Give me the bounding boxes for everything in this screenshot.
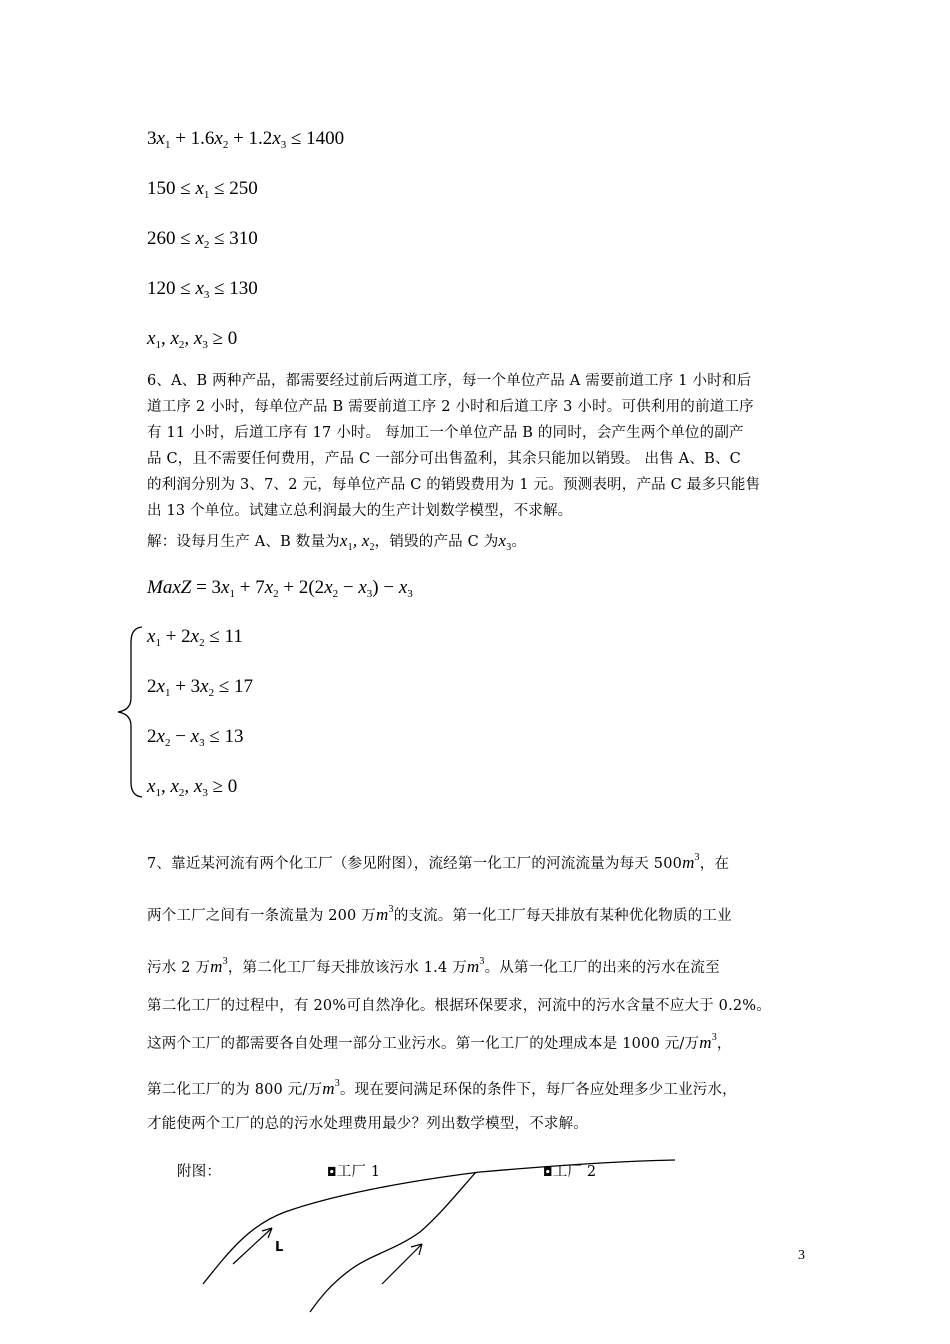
p7-l2b: 的支流。第一化工厂每天排放有某种优化物质的工业 — [393, 908, 732, 924]
unit-exp: 3 — [222, 956, 228, 967]
tributary-bank — [310, 1172, 476, 1312]
unit-m: m — [376, 905, 389, 924]
problem7-line-7: 才能使两个工厂的总的污水处理费用最少？列出数学模型，不求解。 — [147, 1116, 588, 1132]
p7-l6a: 第二化工厂的为 800 元/万 — [147, 1082, 323, 1098]
factory-2-text: 工厂 2 — [552, 1164, 597, 1180]
unit-exp: 3 — [711, 1032, 717, 1043]
solution-var3: $x_3$ — [498, 531, 512, 553]
problem6-line-5: 的利润分别为 3、7、2 元，每单位产品 C 的销毁费用为 1 元。预测表明，产品 C 最多只能售 — [147, 477, 761, 493]
solution-mid: ，销毁的产品 C 为 — [374, 534, 499, 550]
unit-m: m — [210, 957, 223, 976]
objective-function: MaxZ = $3x_1 + 7x_2 + 2(2x_2 - x_3) - x_3$ — [147, 577, 413, 600]
river-bank-main — [203, 1160, 675, 1284]
unit-exp: 3 — [388, 904, 394, 915]
constraint-line-5: $x_1$, $x_2$, $x_3 \ge 0$ — [147, 328, 238, 351]
problem6-line-3: 有 11 小时，后道工序有 17 小时。 每加工一个单位产品 B 的同时，会产生两个单位的副产 — [147, 425, 744, 441]
unit-m: m — [682, 853, 695, 872]
p6-constraint-3: $2x_2 - x_3 \le 13$ — [147, 726, 244, 749]
p7-l5a: 这两个工厂的都需要各自处理一部分工业污水。第一化工厂的处理成本是 1000 元/万 — [147, 1036, 700, 1052]
p7-l5b: ， — [716, 1036, 732, 1052]
factory-1-icon: ◘ — [327, 1165, 337, 1179]
problem6-line-6: 出 13 个单位。试建立总利润最大的生产计划数学模型，不求解。 — [147, 503, 573, 519]
unit-exp: 3 — [334, 1078, 340, 1089]
p7-l3a: 污水 2 万 — [147, 960, 211, 976]
p6-constraint-2: $2x_1 + 3x_2 \le 17$ — [147, 676, 254, 699]
p7-l3c: 。从第一化工厂的出来的污水在流至 — [484, 960, 720, 976]
figure-mark: L — [275, 1240, 284, 1255]
p7-l1b: ，在 — [699, 856, 730, 872]
factory-1-text: 工厂 1 — [336, 1164, 381, 1180]
flow-arrow-main — [233, 1228, 272, 1264]
p6-constraint-4: $x_1$, $x_2$, $x_3 \ge 0$ — [147, 776, 238, 799]
constraint-line-4: $120 \le x_3 \le 130$ — [147, 278, 258, 301]
constraint-line-1: $3x_1 + 1.6x_2 + 1.2x_3 \le 1400$ — [147, 128, 345, 151]
constraint-line-2: $150 \le x_1 \le 250$ — [147, 178, 258, 201]
unit-exp: 3 — [694, 852, 700, 863]
solution-vars: $x_1$, $x_2$ — [339, 531, 375, 553]
unit-exp: 3 — [479, 956, 485, 967]
solution-end: 。 — [511, 534, 527, 550]
p6-constraint-1: $x_1 + 2x_2 \le 11$ — [147, 626, 243, 649]
problem7-line-4: 第二化工厂的过程中，有 20%可自然净化。根据环保要求，河流中的污水含量不应大于 0.2%。 — [147, 998, 771, 1014]
unit-m: m — [699, 1033, 712, 1052]
unit-m: m — [322, 1079, 335, 1098]
solution-intro: 解：设每月生产 A、B 数量为 — [147, 534, 340, 550]
factory-2-icon: ◘ — [543, 1165, 553, 1179]
p7-l1a: 7、靠近某河流有两个化工厂（参见附图），流经第一化工厂的河流流量为每天 500 — [147, 856, 683, 872]
unit-m: m — [466, 957, 480, 976]
p7-l2a: 两个工厂之间有一条流量为 200 万 — [147, 908, 376, 924]
problem6-line-1: 6、A、B 两种产品，都需要经过前后两道工序，每一个单位产品 A 需要前道工序 1 小时和后 — [147, 373, 752, 389]
problem6-line-2: 道工序 2 小时，每单位产品 B 需要前道工序 2 小时和后道工序 3 小时。可供利用的前道工序 — [147, 399, 754, 415]
p7-l3b: ，第二化工厂每天排放该污水 1.4 万 — [227, 960, 467, 976]
constraint-line-3: $260 \le x_2 \le 310$ — [147, 228, 258, 251]
page-number: 3 — [798, 1248, 805, 1263]
problem6-line-4: 品 C，且不需要任何费用，产品 C 一部分可出售盈利，其余只能加以销毁。 出售 A、B、C — [147, 451, 741, 467]
figure-caption: 附图： — [177, 1164, 222, 1180]
p7-l6b: 。现在要问满足环保的条件下，每厂各应处理多少工业污水， — [339, 1082, 737, 1098]
